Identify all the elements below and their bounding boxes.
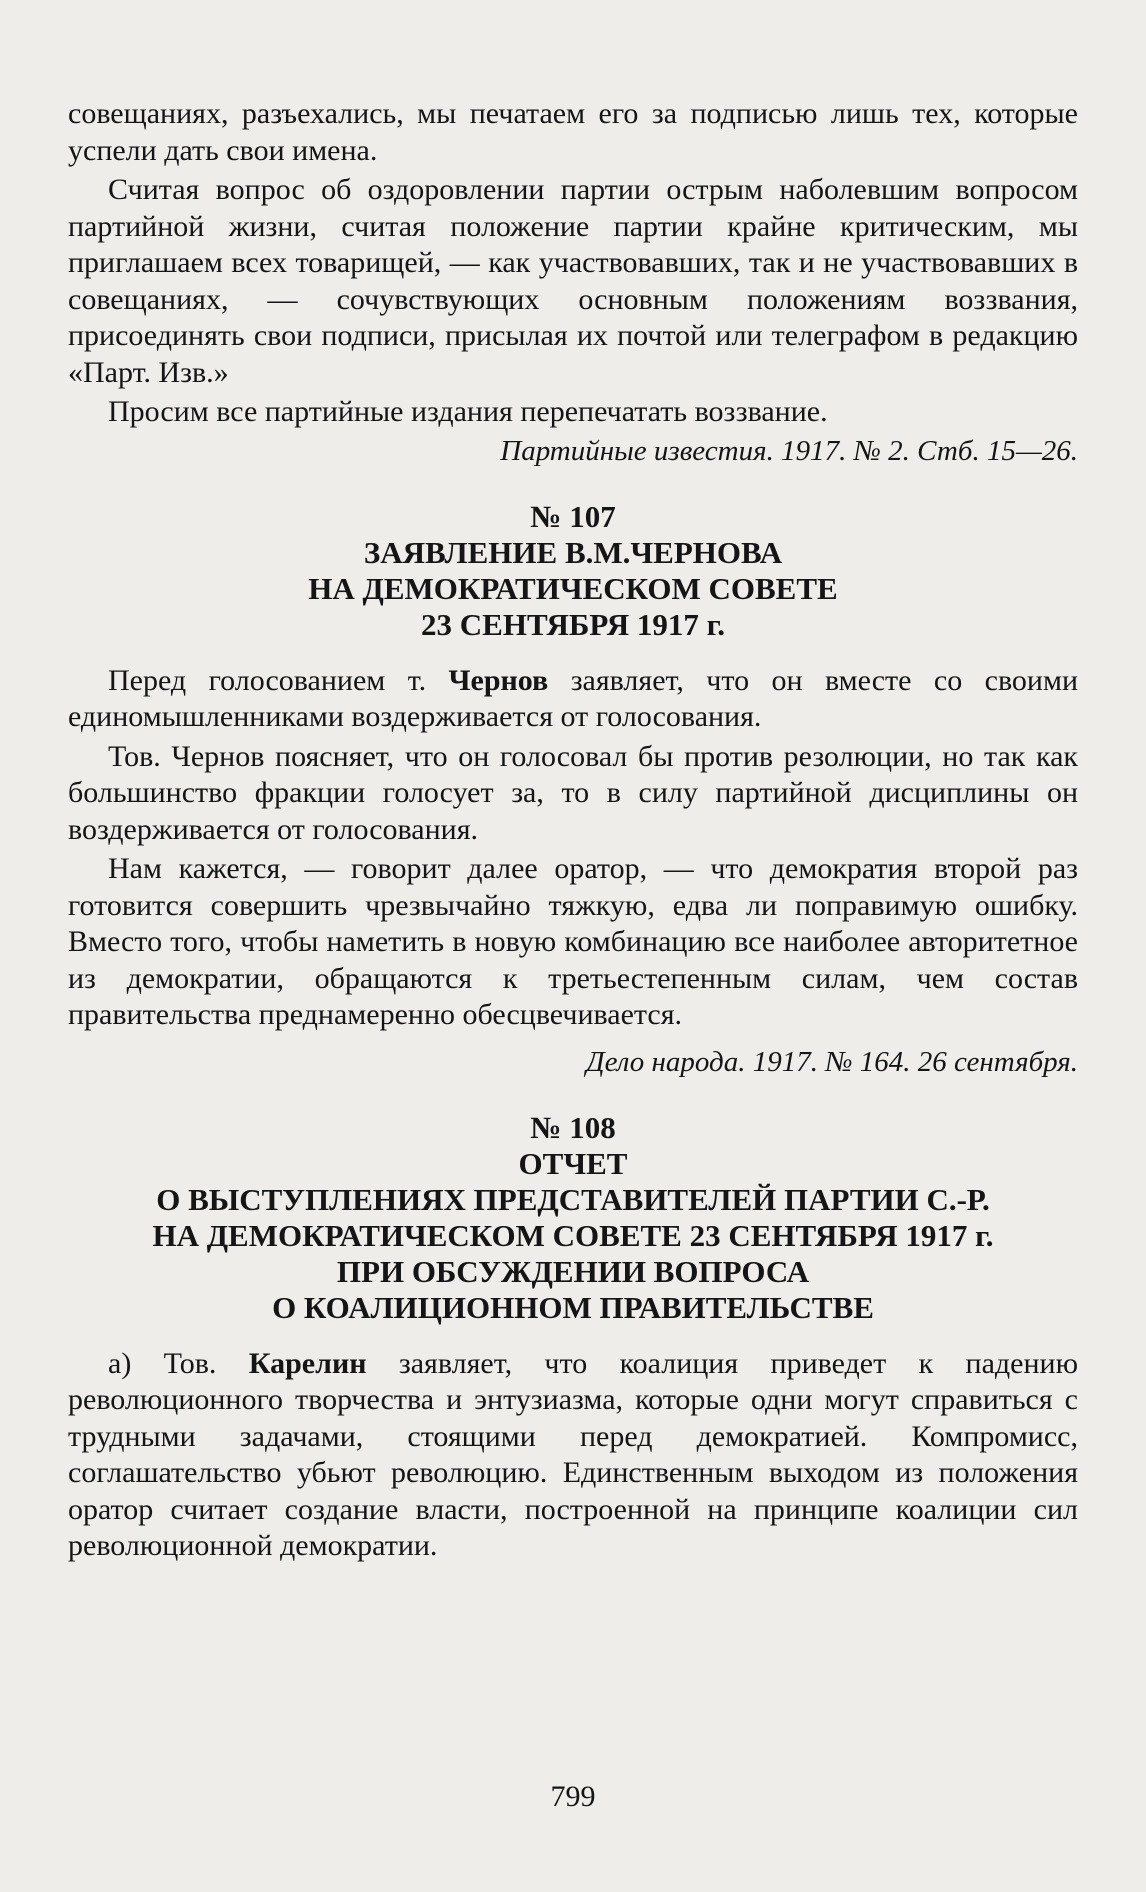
doc-108-paragraph-1	[68, 1346, 1078, 1565]
page-content	[68, 96, 1078, 1565]
intro-paragraph-1: совещаниях, разъехались, мы печатаем его за подписью лишь тех, которые успели дать свои имена.	[68, 97, 1078, 167]
doc-107-title-line: ЗАЯВЛЕНИЕ В.М.ЧЕРНОВА	[363, 534, 783, 570]
doc-107-title-line: НА ДЕМОКРАТИЧЕСКОМ СОВЕТЕ	[308, 570, 838, 606]
doc-108-title-line: ОТЧЕТ	[518, 1145, 628, 1181]
doc-108-p1-rest: заявляет, что коалиция приведет к падению революционного творчества и энтузиазма, которые одни могут справиться с трудными задачами, стоящими перед демократией. Компромисс, соглашательство убьют революцию. Единственным выходом из положения оратор считает создание власти, построенной на принципе коалиции сил революционной демократии.	[68, 1346, 1078, 1562]
doc-108-title	[68, 1146, 1078, 1326]
doc-107-p1-rest: заявляет, что он вместе со своими единомышленниками воздерживается от голосования.	[68, 663, 1078, 733]
intro-paragraph-2: Считая вопрос об оздоровлении партии острым наболевшим вопросом партийной жизни, считая положение партии крайне критическим, мы приглашаем всех товарищей, — как участвовавших, так и не участвовавших в совещаниях, — сочувствующих основным положениям воззвания, присоединять свои подписи, присылая их почтой или телеграфом в редакцию «Парт. Изв.»	[68, 173, 1078, 389]
doc-107-paragraph-3: Нам кажется, — говорит далее оратор, — что демократия второй раз готовится совершить чрезвычайно тяжкую, едва ли поправимую ошибку. Вместо того, чтобы наметить в новую комбинацию все наиболее авторитетное из демократии, обращаются к третьестепенным силам, чем состав правительства преднамеренно обесцвечивается.	[68, 852, 1078, 1031]
doc-108-title-line: О ВЫСТУПЛЕНИЯХ ПРЕДСТАВИТЕЛЕЙ ПАРТИИ С.-Р.	[156, 1181, 990, 1217]
doc-107-paragraph-1	[68, 663, 1078, 736]
doc-108-speaker-name: Карелин	[248, 1346, 367, 1380]
doc-107-p1-lead: Перед голосованием т.	[108, 663, 449, 697]
doc-108-title-line: НА ДЕМОКРАТИЧЕСКОМ СОВЕТЕ 23 СЕНТЯБРЯ 1917 г.	[152, 1217, 994, 1253]
page-number: 799	[550, 1780, 596, 1813]
doc-108-title-line: ПРИ ОБСУЖДЕНИИ ВОПРОСА	[336, 1253, 810, 1289]
doc-108-p1-lead: а) Тов.	[108, 1346, 249, 1380]
doc-108-number: № 108	[530, 1109, 616, 1145]
doc-107-speaker-name: Чернов	[448, 663, 549, 697]
intro-source-citation: Партийные известия. 1917. № 2. Стб. 15—26.	[500, 434, 1078, 467]
doc-108-title-line: О КОАЛИЦИОННОМ ПРАВИТЕЛЬСТВЕ	[272, 1289, 874, 1325]
doc-107-source-citation: Дело народа. 1917. № 164. 26 сентября.	[586, 1045, 1078, 1078]
doc-107-paragraph-2: Тов. Чернов поясняет, что он голосовал бы против резолюции, но так как большинство фракции голосует за, то в силу партийной дисциплины он воздерживается от голосования.	[68, 739, 1078, 846]
doc-107-title	[68, 535, 1078, 643]
doc-107-number: № 107	[530, 498, 616, 534]
intro-paragraph-3: Просим все партийные издания перепечатать воззвание.	[108, 395, 828, 428]
doc-107-title-line: 23 СЕНТЯБРЯ 1917 г.	[421, 606, 725, 642]
